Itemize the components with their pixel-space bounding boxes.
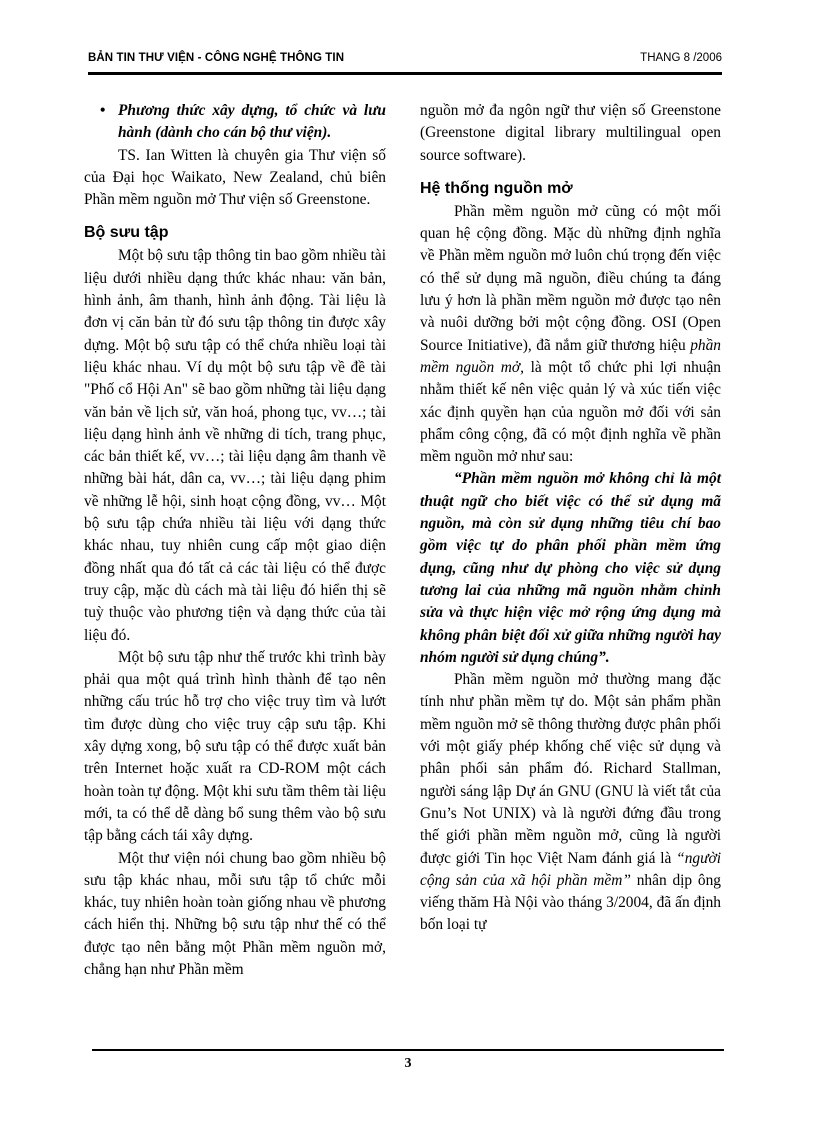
right-column xyxy=(420,100,721,937)
bullet-item xyxy=(84,100,386,145)
left-column xyxy=(84,100,386,981)
header-title: BẢN TIN THƯ VIỆN - CÔNG NGHỆ THÔNG TIN xyxy=(88,52,345,64)
definition-quote: “Phần mềm nguồn mở không chỉ là một thuật ngữ cho biết việc có thể sử dụng mã nguồn, mà còn sử dụng những tiêu chí bao gồm việc tự do phân phối phần mềm ứng dụng, cũng như dự phòng cho việc sử dụng tương lai của những mã nguồn nhằm chỉnh sửa và thực hiện việc mở rộng ứng dụng mà không phân biệt đối xử giữa những người hay nhóm người sử dụng chúng”. xyxy=(420,470,721,666)
paragraph: Một bộ sưu tập như thế trước khi trình bày phải qua một quá trình hình thành để tạo nên những cấu trúc hỗ trợ cho việc truy tìm và lướt tìm được dùng cho việc truy cập sưu tập. Khi xây dựng xong, bộ sưu tập có thể được xuất bản trên Internet hoặc xuất ra CD-ROM một cách hoàn toàn tự động. Một khi sưu tầm thêm tài liệu mới, ta có thể dễ dàng bổ sung thêm vào bộ sưu tập bằng cách tái xây dựng. xyxy=(84,648,386,845)
text-run: Phần mềm nguồn mở thường mang đặc tính như phần mềm tự do. Một sản phẩm phần mềm nguồn mở sẽ thông thường được phân phối với một giấy phép khống chế việc sử dụng và phân phối sản phẩm đó. Richard Stallman, người sáng lập Dự án GNU (GNU là viết tắt của Gnu’s Not UNIX) và là người đứng đầu trong thế giới phần mềm nguồn mở, cũng là người được giới Tin học Việt Nam đánh giá là xyxy=(420,671,721,867)
paragraph xyxy=(420,669,721,937)
footer-rule xyxy=(92,1049,724,1051)
paragraph: Một thư viện nói chung bao gồm nhiều bộ sưu tập khác nhau, mỗi sưu tập tổ chức mỗi khác, tuy nhiên hoàn toàn giống nhau về phương cách hiển thị. Những bộ sưu tập như thế có thể được tạo nên bằng một Phần mềm nguồn mở, chẳng hạn như Phần mềm xyxy=(84,849,386,978)
bullet-icon: • xyxy=(100,102,106,119)
paragraph: Một bộ sưu tập thông tin bao gồm nhiều tài liệu dưới nhiều dạng thức khác nhau: văn bản, hình ảnh, âm thanh, hình ảnh động. Tài liệu là đơn vị căn bản từ đó sưu tập thông tin được xây dựng. Một bộ sưu tập có thể chứa nhiều loại tài liệu khác nhau. Ví dụ một bộ sưu tập về đề tài "Phố cổ Hội An" sẽ bao gồm những tài liệu dạng văn bản về lịch sử, văn hoá, phong tục, vv…; tài liệu dạng hình ảnh về những di tích, trang phục, các bản thiết kế, vv…; tài liệu dạng âm thanh về những bài hát, dân ca, vv…; tài liệu dạng phim về những lễ hội, sinh hoạt cộng đồng, vv… Một bộ sưu tập chứa nhiều tài liệu với dạng thức khác nhau, tuy nhiên cung cấp một giao diện đồng nhất qua đó tất cả các tài liệu có thể được truy cập, mặc dù cách mà tài liệu đó hiển thị sẽ tuỳ thuộc vào phương tiện và dạng thức của tài liệu đó. xyxy=(84,247,386,644)
paragraph xyxy=(420,201,721,469)
text-run: Phần mềm nguồn mở cũng có một mối quan hệ cộng đồng. Mặc dù những định nghĩa về Phần mềm nguồn mở luôn chú trọng đến việc có thể sử dụng mã nguồn, điều chúng ta đáng lưu ý hơn là phần mềm nguồn mở được tạo nên và nuôi dưỡng bởi một cộng đồng. OSI (Open Source Initiative), đã nắm giữ thương hiệu xyxy=(420,202,721,354)
running-header xyxy=(88,44,722,70)
emphasis: phần mềm nguồn mở, xyxy=(420,336,721,376)
section-heading-collection: Bộ sưu tập xyxy=(84,224,169,242)
text-run: là một tổ chức phi lợi nhuận nhằm thiết kế nên việc quản lý và xúc tiến việc xác định quyền hạn của nguồn mở đối với sản phẩm công cộng, đã có một định nghĩa về phần mềm nguồn mở như sau: xyxy=(420,358,722,466)
header-rule xyxy=(88,72,722,75)
author-intro: TS. Ian Witten là chuyên gia Thư viện số của Đại học Waikato, New Zealand, chủ biên Phần mềm nguồn mở Thư viện số Greenstone. xyxy=(84,146,386,209)
section-heading-open-source: Hệ thống nguồn mở xyxy=(420,179,573,197)
paragraph-continued: nguồn mở đa ngôn ngữ thư viện số Greenstone (Greenstone digital library multilingual open source software). xyxy=(420,102,721,164)
emphasis: “người cộng sản của xã hội phần mềm” xyxy=(420,849,721,889)
page-number: 3 xyxy=(404,1056,412,1071)
bullet-text: Phương thức xây dựng, tổ chức và lưu hành (dành cho cán bộ thư viện). xyxy=(118,102,386,142)
text-run: nhân dịp ông viếng thăm Hà Nội vào tháng 3/2004, đã ấn định bốn loại tự xyxy=(420,871,721,934)
header-date: THANG 8 /2006 xyxy=(640,52,722,64)
